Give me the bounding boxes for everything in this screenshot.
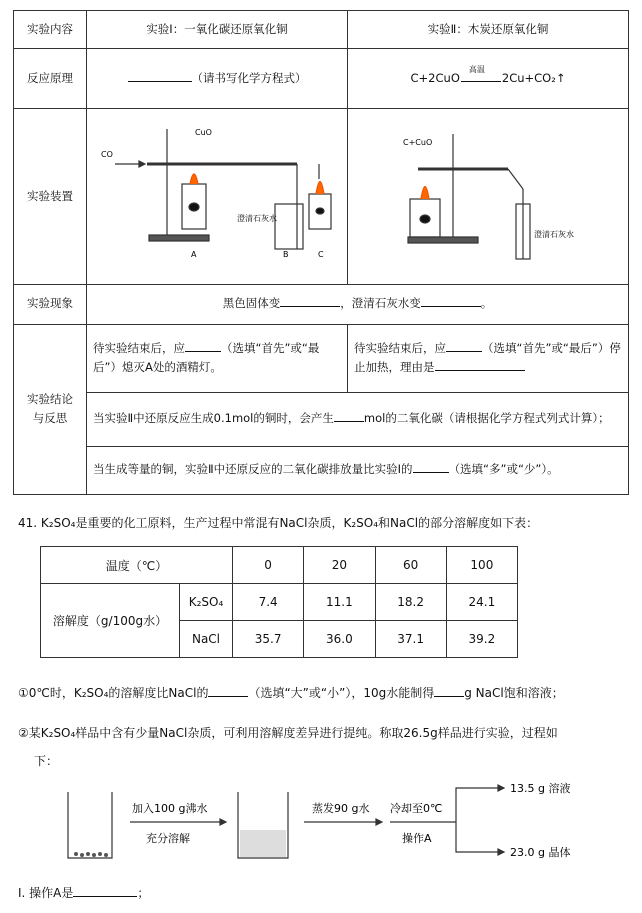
question-41: 41. K₂SO₄是重要的化工原料，生产过程中常混有NaCl杂质，K₂SO₄和NaCl的部分溶解度如下表： xyxy=(18,516,539,530)
conclusion-exp2: 待实验结束后，应 （选填“首先”或“最后”）停止加热，理由是 xyxy=(348,324,629,392)
apparatus-exp1 xyxy=(87,109,348,285)
temp-0: 0 xyxy=(233,547,304,584)
conclusion-exp1: 待实验结束后，应 （选填“首先”或“最后”）熄灭A处的酒精灯。 xyxy=(87,324,348,392)
conclusion-row2: 当实验Ⅱ中还原反应生成0.1mol的铜时，会产生 mol的二氧化碳（请根据化学方程式列式计算）； xyxy=(87,392,629,446)
principle-label: 反应原理 xyxy=(14,49,87,109)
qI-blank[interactable] xyxy=(73,884,137,897)
header-content: 实验内容 xyxy=(14,11,87,49)
svg-text:23.0 g 晶体: 23.0 g 晶体 xyxy=(510,846,571,859)
nacl-20: 36.0 xyxy=(304,621,375,658)
conclusion-row3: 当生成等量的铜，实验Ⅱ中还原反应的二氧化碳排放量比实验Ⅰ的 （选填“多”或“少”）。 xyxy=(87,446,629,494)
svg-text:操作A: 操作A xyxy=(402,832,432,845)
k2so4-label: K₂SO₄ xyxy=(180,584,233,621)
question-I: Ⅰ. 操作A是 ； xyxy=(18,886,150,900)
phenomenon-blank-1[interactable] xyxy=(280,294,340,307)
question-1: ①0℃时，K₂SO₄的溶解度比NaCl的 （选填“大”或“小”），10g水能制得 g NaCl饱和溶液； xyxy=(18,686,564,700)
header-exp1: 实验Ⅰ：一氧化碳还原氧化铜 xyxy=(87,11,348,49)
phenomenon-label: 实验现象 xyxy=(14,284,87,324)
principle-exp2: C+2CuO 高温 2Cu+CO₂↑ xyxy=(348,49,629,109)
svg-text:C+CuO: C+CuO xyxy=(403,138,433,147)
k2so4-0: 7.4 xyxy=(233,584,304,621)
k2so4-20: 11.1 xyxy=(304,584,375,621)
temp-label: 温度（℃） xyxy=(41,547,233,584)
phenomenon-blank-2[interactable] xyxy=(421,294,481,307)
temp-100: 100 xyxy=(446,547,517,584)
question-2-line1: ②某K₂SO₄样品中含有少量NaCl杂质，可利用溶解度差异进行提纯。称取26.5g样品进行实验，过程如 xyxy=(18,726,558,740)
equation-blank[interactable] xyxy=(128,69,192,82)
svg-text:澄清石灰水: 澄清石灰水 xyxy=(237,214,277,223)
svg-text:C: C xyxy=(318,250,324,259)
solubility-table xyxy=(40,546,518,658)
apparatus-exp2 xyxy=(348,109,629,285)
svg-text:充分溶解: 充分溶解 xyxy=(146,832,190,845)
conclusion-label: 实验结论 与反思 xyxy=(14,324,87,494)
header-exp2: 实验Ⅱ：木炭还原氧化铜 xyxy=(348,11,629,49)
beaker-1-icon xyxy=(68,792,112,858)
conclusion-blank-2[interactable] xyxy=(446,339,482,352)
nacl-0: 35.7 xyxy=(233,621,304,658)
svg-text:13.5 g 溶液: 13.5 g 溶液 xyxy=(510,782,571,795)
temp-60: 60 xyxy=(375,547,446,584)
svg-text:蒸发90 g水: 蒸发90 g水 xyxy=(312,802,370,815)
principle-exp1: （请书写化学方程式） xyxy=(87,49,348,109)
q1-blank-1[interactable] xyxy=(208,684,248,697)
nacl-100: 39.2 xyxy=(446,621,517,658)
svg-text:CO: CO xyxy=(101,150,113,159)
svg-text:B: B xyxy=(283,250,289,259)
temp-20: 20 xyxy=(304,547,375,584)
svg-text:A: A xyxy=(191,250,197,259)
k2so4-60: 18.2 xyxy=(375,584,446,621)
conclusion-blank-reason[interactable] xyxy=(435,358,525,371)
apparatus-a-diagram xyxy=(87,109,335,277)
svg-text:澄清石灰水: 澄清石灰水 xyxy=(534,230,574,239)
experiment-table xyxy=(13,10,629,495)
apparatus-label: 实验装置 xyxy=(14,109,87,285)
phenomenon-text: 黑色固体变 ，澄清石灰水变 。 xyxy=(87,284,629,324)
nacl-label: NaCl xyxy=(180,621,233,658)
nacl-60: 37.1 xyxy=(375,621,446,658)
q1-blank-2[interactable] xyxy=(434,684,464,697)
svg-text:CuO: CuO xyxy=(195,128,212,137)
svg-text:加入100 g沸水: 加入100 g沸水 xyxy=(132,802,208,815)
conclusion-blank-mol[interactable] xyxy=(334,409,364,422)
svg-text:冷却至0℃: 冷却至0℃ xyxy=(390,802,443,815)
question-2-line2: 下： xyxy=(34,754,59,768)
conclusion-blank-1[interactable] xyxy=(185,339,221,352)
k2so4-100: 24.1 xyxy=(446,584,517,621)
solubility-label: 溶解度（g/100g水） xyxy=(41,584,180,658)
apparatus-b-diagram xyxy=(348,109,628,277)
process-flow-diagram xyxy=(60,780,600,872)
conclusion-blank-more-less[interactable] xyxy=(413,460,449,473)
